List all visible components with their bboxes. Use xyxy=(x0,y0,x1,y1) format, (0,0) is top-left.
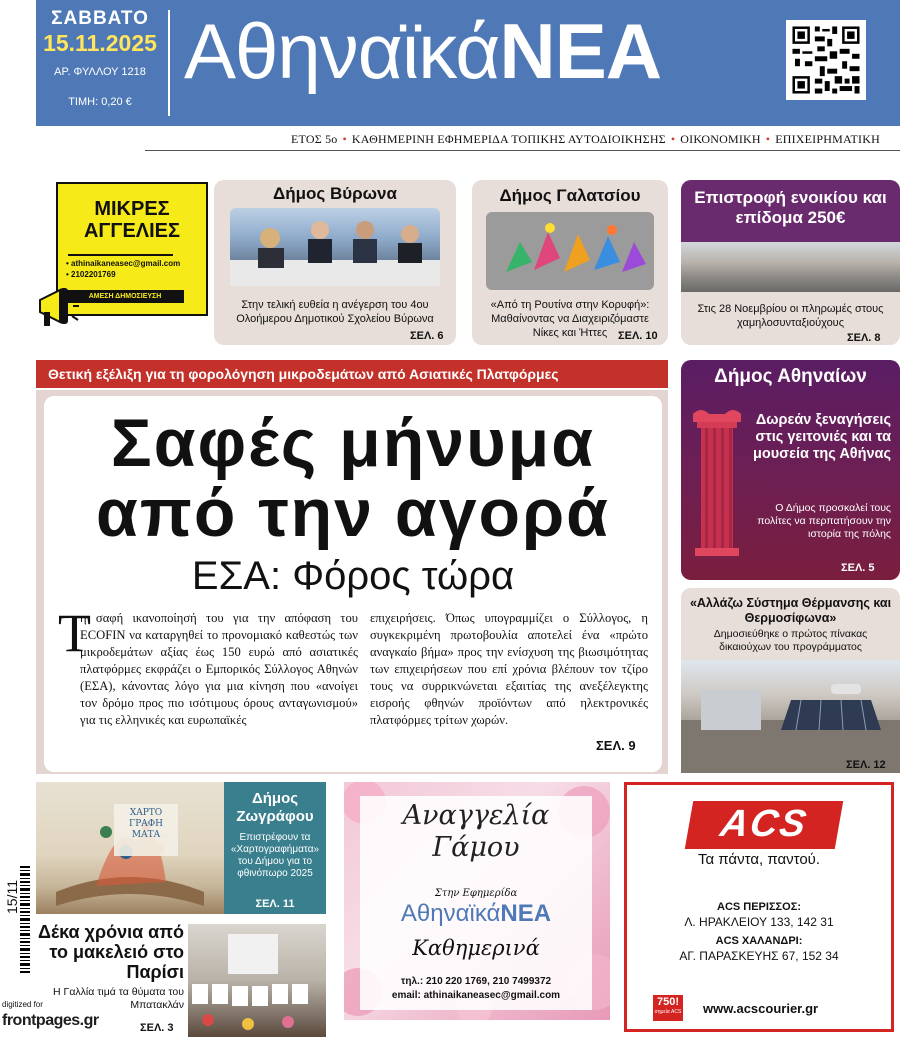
headline-line1: Σαφές μήνυμα xyxy=(110,405,596,481)
acs-badge-label: σημεία ACS xyxy=(654,1009,682,1015)
page-ref: ΣΕΛ. 11 xyxy=(255,898,295,910)
date-box xyxy=(36,0,164,126)
page-ref: ΣΕΛ. 8 xyxy=(847,332,881,344)
page-ref: ΣΕΛ. 5 xyxy=(841,562,875,574)
issue-day: ΣΑΒΒΑΤΟ xyxy=(51,8,149,29)
lead-kicker: Θετική εξέλιξη για τη φορολόγηση μικροδεμάτων από Ασιατικές Πλατφόρμες xyxy=(36,360,668,388)
athens-card[interactable] xyxy=(681,360,900,580)
teaser-text: Στις 28 Νοεμβρίου οι πληρωμές στους χαμηλοσυνταξιούχους xyxy=(697,303,884,329)
tagline-year: ΕΤΟΣ 5ο xyxy=(291,132,338,146)
classifieds-phone: • 2102201769 xyxy=(66,270,116,279)
wedding-title: Αναγγελία Γάμου xyxy=(402,800,550,863)
classifieds-title-line2: ΑΓΓΕΛΙΕΣ xyxy=(83,220,181,242)
teaser-text: «Από τη Ρουτίνα στην Κορυφή»: Μαθαίνοντας να Διαχειριζόμαστε Νίκες και Ήττες xyxy=(490,299,650,339)
lead-body-column-1: η σαφή ικανοποίησή του για την απόφαση του ECOFIN να καταργηθεί το προνομιακό καθεστώς των μικροδεμάτων αξίας έως 150 ευρώ από ασιατικές πλατφόρμες εκφράζει ο Εμπορικός Σύλλογος Αθηνών (ΕΣΑ), κάνοντας λόγο για μια κίνηση που «ανοίγει τον δρόμο προς πιο ισότιμους όρους ανταγωνισμού» για τις ελληνικές και ευρωπαϊκές xyxy=(80,611,358,727)
acs-logo-text: ACS xyxy=(717,803,811,845)
newspaper-title xyxy=(184,6,661,97)
lead-body-column-2: επιχειρήσεις. Όπως υπογραμμίζει ο Σύλλογος, η συγκεκριμένη πρωτοβουλία αποτελεί ένα «πρώτο αναγκαίο βήμα» προς την ενίσχυση της βιωσιμότητας των επιχειρήσεων που επί χρόνια βλέπουν τον τζίρο τους να συρρικνώνεται εξαιτίας της ανεξέλεγκτης εισροής φθηνών προϊόντων από ηλεκτρονικές πλατφόρμες τρίτων χωρών. xyxy=(370,611,648,727)
page-ref: ΣΕΛ. 12 xyxy=(846,759,886,771)
athletes-illustration xyxy=(486,212,654,290)
classifieds-rule xyxy=(68,254,173,256)
wedding-panel xyxy=(360,796,592,1010)
lead-dropcap: Τ xyxy=(58,603,91,663)
acs-ad[interactable] xyxy=(624,782,894,1032)
lead-story[interactable] xyxy=(36,390,668,774)
ionic-column-icon xyxy=(691,408,743,558)
classifieds-instant-badge: ΑΜΕΣΗ ΔΗΜΟΣΙΕΥΣΗ xyxy=(66,290,184,303)
teaser-head: Επιστροφή ενοικίου και επίδομα 250€ xyxy=(681,180,900,242)
heating-text: Δημοσιεύθηκε ο πρώτος πίνακας δικαιούχων του προγράμματος xyxy=(713,628,868,653)
teaser-head: Δήμος Βύρωνα xyxy=(273,184,397,203)
acs-badge-number: 750! xyxy=(656,996,680,1008)
acs-branch-name: ACS ΠΕΡΙΣΣΟΣ: xyxy=(717,901,801,913)
athens-title: Δωρεάν ξεναγήσεις στις γειτονιές και τα μουσεία της Αθήνας xyxy=(753,412,891,462)
paris-text: Η Γαλλία τιμά τα θύματα του Μπατακλάν xyxy=(53,986,184,1011)
lead-card xyxy=(44,396,662,772)
acs-slogan: Τα πάντα, παντού. xyxy=(697,851,821,868)
classifieds-title-line1: ΜΙΚΡΕΣ xyxy=(94,198,170,220)
acs-website-link[interactable]: www.acscourier.gr xyxy=(703,1001,819,1016)
zografou-text: Επιστρέφουν τα «Χαρτογραφήματα» του Δήμου για το φθινόπωρο 2025 xyxy=(230,832,320,879)
issue-price: ΤΙΜΗ: 0,20 € xyxy=(68,96,132,108)
acs-branch-address: Λ. ΗΡΑΚΛΕΙΟΥ 133, 142 31 xyxy=(684,915,834,929)
wedding-ad[interactable] xyxy=(344,782,610,1020)
athens-text: Ο Δήμος προσκαλεί τους πολίτες να περπατήσουν την ιστορία της πόλης xyxy=(757,502,891,540)
masthead-divider xyxy=(168,10,170,116)
zografou-teaser[interactable] xyxy=(36,782,326,914)
page-ref: ΣΕΛ. 3 xyxy=(140,1022,174,1034)
zografou-head: Δήμος Ζωγράφου xyxy=(236,790,314,825)
acs-branch-name: ACS ΧΑΛΑΝΔΡΙ: xyxy=(715,935,803,947)
title-light: Αθηναϊκά xyxy=(184,7,500,95)
meeting-photo xyxy=(230,208,440,286)
memorial-photo xyxy=(188,924,326,1037)
athens-head: Δήμος Αθηναίων xyxy=(714,366,867,387)
teaser-rent[interactable] xyxy=(681,180,900,345)
tagline xyxy=(36,128,900,150)
title-bold: ΝΕΑ xyxy=(499,7,662,95)
frontpages-link[interactable]: frontpages.gr xyxy=(2,1012,99,1029)
rooftop-photo xyxy=(681,660,900,773)
bullet-icon: • xyxy=(765,132,771,146)
zografou-box xyxy=(224,782,326,914)
logo-light: Αθηναϊκά xyxy=(400,900,501,927)
teaser-vyronas[interactable] xyxy=(214,180,456,345)
classifieds-email: • athinaikaneasec@gmail.com xyxy=(66,259,181,268)
page-ref: ΣΕΛ. 10 xyxy=(618,330,658,342)
paris-head: Δέκα χρόνια από το μακελειό στο Παρίσι xyxy=(38,922,184,982)
issue-number: ΑΡ. ΦΥΛΛΟΥ 1218 xyxy=(54,66,146,78)
wedding-daily: Καθημερινά xyxy=(412,936,540,960)
teaser-galatsi[interactable] xyxy=(472,180,668,345)
acs-logo xyxy=(685,801,843,849)
megaphone-icon xyxy=(36,282,80,334)
wedding-email: email: athinaikaneasec@gmail.com xyxy=(391,990,561,1001)
teaser-text: Στην τελική ευθεία η ανέγερση του 4ου Ολοήμερου Δημοτικού Σχολείου Βύρωνα xyxy=(236,299,434,325)
qr-code-icon[interactable] xyxy=(786,20,866,100)
logo-bold: ΝΕΑ xyxy=(500,900,552,927)
wedding-phone: τηλ.: 210 220 1769, 210 7499372 xyxy=(400,976,552,987)
issue-date: 15.11.2025 xyxy=(43,30,157,56)
classifieds-title xyxy=(58,198,206,242)
digitized-label: digitized for xyxy=(2,1000,43,1009)
headline-line2: από την αγορά xyxy=(96,475,610,551)
tagline-economic: ΟΙΚΟΝΟΜΙΚΗ xyxy=(680,132,761,146)
acs-750-badge xyxy=(653,995,683,1021)
heating-head: «Αλλάζω Σύστημα Θέρμανσης και Θερμοσίφωνα» xyxy=(689,596,892,625)
acs-branch-address: ΑΓ. ΠΑΡΑΣΚΕΥΗΣ 67, 152 34 xyxy=(679,949,839,963)
page-ref: ΣΕΛ. 9 xyxy=(596,738,636,753)
tagline-rule xyxy=(145,150,900,151)
city-photo xyxy=(681,242,900,292)
tagline-business: ΕΠΙΧΕΙΡΗΜΑΤΙΚΗ xyxy=(775,132,880,146)
zografou-photo-label: ΧΑΡΤΟ ΓΡΑΦΗ ΜΑΤΑ xyxy=(128,808,164,840)
wedding-in-paper: Στην Εφημερίδα xyxy=(434,888,518,899)
book-photo xyxy=(36,782,224,914)
page-ref: ΣΕΛ. 6 xyxy=(410,330,444,342)
classifieds-box[interactable] xyxy=(36,182,208,342)
bullet-icon: • xyxy=(670,132,676,146)
teaser-head: Δήμος Γαλατσίου xyxy=(499,186,641,205)
wedding-paper-logo xyxy=(360,900,592,928)
lead-subhead: ΕΣΑ: Φόρος τώρα xyxy=(191,554,515,598)
side-date: 15/11 xyxy=(4,880,20,914)
tagline-type: ΚΑΘΗΜΕΡΙΝΗ ΕΦΗΜΕΡΙΔΑ ΤΟΠΙΚΗΣ ΑΥΤΟΔΙΟΙΚΗΣΗΣ xyxy=(351,132,666,146)
lead-headline xyxy=(44,405,662,551)
heating-card[interactable] xyxy=(681,588,900,773)
bullet-icon: • xyxy=(342,132,347,146)
